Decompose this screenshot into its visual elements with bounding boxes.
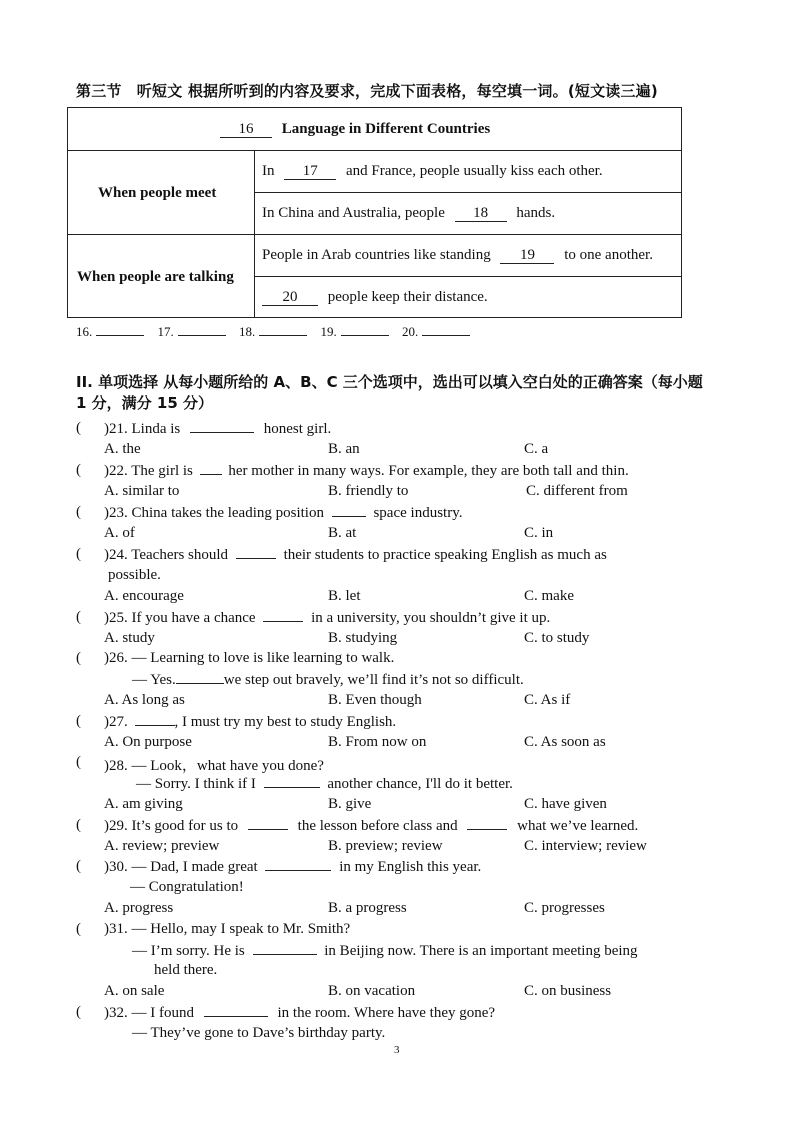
option-a[interactable]: A. am giving <box>104 796 183 812</box>
blank <box>253 942 317 955</box>
answer-paren[interactable]: ( <box>76 650 81 666</box>
question-32-reply: — They’ve gone to Dave’s birthday party. <box>132 1025 386 1041</box>
option-c[interactable]: C. different from <box>526 483 628 499</box>
option-c[interactable]: C. progresses <box>524 900 605 916</box>
option-c[interactable]: C. a <box>524 441 549 457</box>
answer-paren[interactable]: ( <box>76 921 81 937</box>
option-c[interactable]: C. have given <box>524 796 607 812</box>
option-b[interactable]: B. Even though <box>328 692 422 708</box>
blank <box>248 817 288 830</box>
blank <box>204 1004 268 1017</box>
question-26-reply: — Yes. we step out bravely, we’ll find it’s not so difficult. <box>132 672 524 688</box>
question-30-reply: — Congratulation! <box>130 879 244 895</box>
table-divider <box>254 192 681 193</box>
answer-paren[interactable]: ( <box>76 817 81 833</box>
option-b[interactable]: B. let <box>328 588 361 604</box>
option-a[interactable]: A. review; preview <box>104 838 220 854</box>
talk-label: When people are talking <box>77 269 234 285</box>
blank <box>236 546 276 559</box>
talk-row-1: People in Arab countries like standing 19 to one another. <box>262 247 653 263</box>
listening-table <box>67 107 682 318</box>
option-b[interactable]: B. at <box>328 525 357 541</box>
option-a[interactable]: A. on sale <box>104 983 165 999</box>
talk-row-2: 20 people keep their distance. <box>262 289 488 306</box>
question-22: )22. The girl is her mother in many ways. For example, they are both tall and thin. <box>104 463 629 479</box>
answer-paren[interactable]: ( <box>76 1004 81 1020</box>
answer-line: 16. 17. 18. 19. 20. <box>76 324 480 340</box>
answer-paren[interactable]: ( <box>76 754 81 770</box>
answer-paren[interactable]: ( <box>76 609 81 625</box>
option-b[interactable]: B. studying <box>328 630 398 646</box>
blank <box>200 462 222 475</box>
question-23: )23. China takes the leading position space industry. <box>104 505 463 521</box>
answer-paren[interactable]: ( <box>76 713 81 729</box>
option-c[interactable]: C. As soon as <box>524 734 606 750</box>
table-header-text: Language in Different Countries <box>281 121 491 137</box>
option-b[interactable]: B. From now on <box>328 734 427 750</box>
blank-18[interactable]: 18 <box>455 206 507 222</box>
blank <box>135 713 175 726</box>
question-26: )26. — Learning to love is like learning to walk. <box>104 650 395 666</box>
option-a[interactable]: A. As long as <box>104 692 185 708</box>
blank <box>467 817 507 830</box>
option-a[interactable]: A. encourage <box>104 588 184 604</box>
question-31: )31. — Hello, may I speak to Mr. Smith? <box>104 921 351 937</box>
blank <box>190 420 254 433</box>
question-24: )24. Teachers should their students to practice speaking English as much as <box>104 547 607 563</box>
table-divider <box>68 234 681 235</box>
option-b[interactable]: B. friendly to <box>328 483 409 499</box>
answer-19-field[interactable] <box>341 324 389 336</box>
option-c[interactable]: C. on business <box>524 983 612 999</box>
question-27: )27. , I must try my best to study English. <box>104 714 397 730</box>
option-c[interactable]: C. to study <box>524 630 590 646</box>
option-a[interactable]: A. progress <box>104 900 174 916</box>
meet-label: When people meet <box>98 185 217 201</box>
table-divider <box>254 150 255 318</box>
blank-19[interactable]: 19 <box>500 248 554 264</box>
answer-17-field[interactable] <box>178 324 226 336</box>
blank-17[interactable]: 17 <box>284 164 336 180</box>
answer-paren[interactable]: ( <box>76 546 81 562</box>
answer-paren[interactable]: ( <box>76 462 81 478</box>
question-32: )32. — I found in the room. Where have they gone? <box>104 1005 496 1021</box>
table-divider <box>68 150 681 151</box>
table-divider <box>254 276 681 277</box>
answer-paren[interactable]: ( <box>76 858 81 874</box>
question-25: )25. If you have a chance in a university, you shouldn’t give it up. <box>104 610 551 626</box>
blank <box>332 504 366 517</box>
question-31-cont: held there. <box>154 962 218 978</box>
option-a[interactable]: A. the <box>104 441 141 457</box>
question-28-reply: — Sorry. I think if I another chance, I'll do it better. <box>136 776 513 792</box>
meet-row-1: In 17 and France, people usually kiss each other. <box>262 163 603 179</box>
blank <box>176 671 224 684</box>
option-c[interactable]: C. interview; review <box>524 838 647 854</box>
blank-16[interactable]: 16 <box>220 122 272 138</box>
blank <box>263 609 303 622</box>
option-a[interactable]: A. On purpose <box>104 734 192 750</box>
question-31-reply: — I’m sorry. He is in Beijing now. There is an important meeting being <box>132 943 638 959</box>
section2-title: II. 单项选择 从每小题所给的 A、B、C 三个选项中，选出可以填入空白处的正确答案（每小题 1 分，满分 15 分） <box>76 373 703 412</box>
question-24-cont: possible. <box>108 567 161 583</box>
answer-paren[interactable]: ( <box>76 504 81 520</box>
option-c[interactable]: C. in <box>524 525 554 541</box>
meet-row-2: In China and Australia, people 18 hands. <box>262 205 556 221</box>
answer-paren[interactable]: ( <box>76 420 81 436</box>
section3-title: 第三节 听短文 根据所听到的内容及要求，完成下面表格，每空填一词。(短文读三遍) <box>76 82 658 100</box>
blank <box>265 858 331 871</box>
answer-20-field[interactable] <box>422 324 470 336</box>
blank <box>264 775 320 788</box>
question-21: )21. Linda is honest girl. <box>104 421 332 437</box>
option-b[interactable]: B. preview; review <box>328 838 443 854</box>
option-a[interactable]: A. study <box>104 630 155 646</box>
option-b[interactable]: B. an <box>328 441 360 457</box>
question-28: )28. — Look，what have you done? <box>104 758 324 774</box>
page-number: 3 <box>394 1044 400 1056</box>
question-30: )30. — Dad, I made great in my English this year. <box>104 859 482 875</box>
option-a[interactable]: A. similar to <box>104 483 180 499</box>
option-a[interactable]: A. of <box>104 525 135 541</box>
blank-20[interactable]: 20 <box>262 290 318 306</box>
option-b[interactable]: B. give <box>328 796 372 812</box>
question-29: )29. It’s good for us to the lesson before class and what we’ve learned. <box>104 818 639 834</box>
answer-16-field[interactable] <box>96 324 144 336</box>
answer-18-field[interactable] <box>259 324 307 336</box>
option-b[interactable]: B. on vacation <box>328 983 416 999</box>
table-header <box>220 121 490 138</box>
option-b[interactable]: B. a progress <box>328 900 407 916</box>
option-c[interactable]: C. As if <box>524 692 571 708</box>
option-c[interactable]: C. make <box>524 588 574 604</box>
